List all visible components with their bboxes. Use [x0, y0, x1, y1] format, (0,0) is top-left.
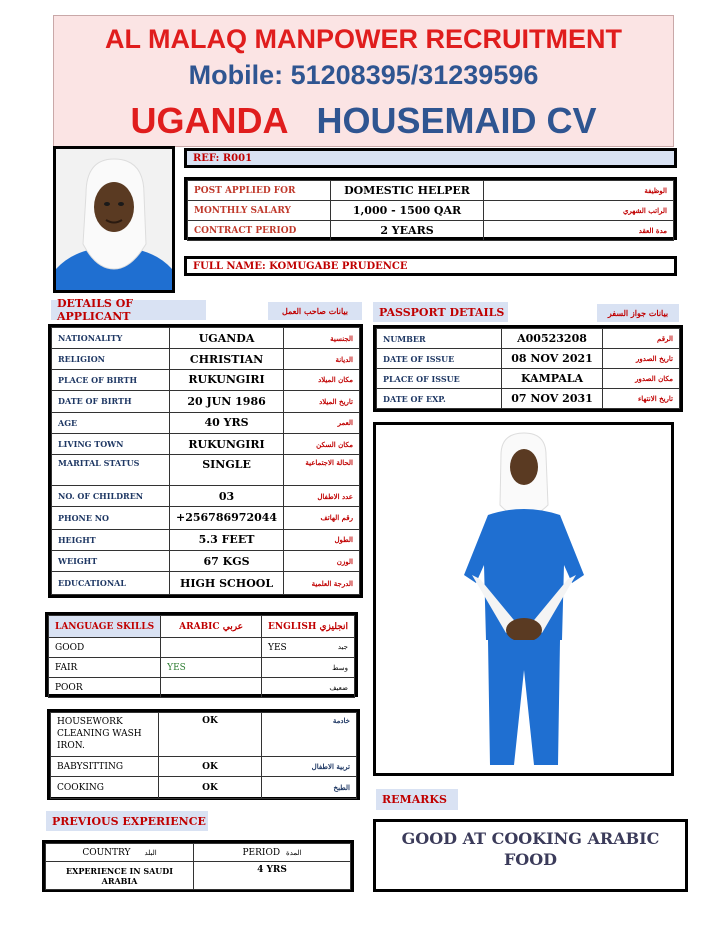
remarks-section-title: REMARKS	[376, 789, 458, 810]
job-label-ar: مدة العقد	[484, 221, 674, 241]
applicant-label-ar: رقم الهاتف	[284, 507, 360, 529]
passport-label-ar: تاريخ الانتهاء	[603, 389, 680, 409]
applicant-value: 67 KGS	[170, 551, 284, 572]
job-label: MONTHLY SALARY	[188, 201, 331, 221]
ref-bar	[184, 148, 677, 168]
experience-section-title: PREVIOUS EXPERIENCE	[46, 811, 208, 831]
language-row	[49, 678, 355, 698]
skill-value: OK	[159, 757, 262, 777]
applicant-value: RUKUNGIRI	[170, 433, 284, 454]
applicant-value: 03	[170, 485, 284, 506]
language-level: GOOD	[49, 638, 161, 658]
job-value: DOMESTIC HELPER	[331, 181, 484, 201]
remarks-box	[373, 819, 688, 892]
applicant-label: EDUCATIONAL	[52, 572, 170, 595]
applicant-label: WEIGHT	[52, 551, 170, 572]
language-col-english: ENGLISH انجليزي	[262, 616, 355, 638]
applicant-row	[52, 507, 360, 529]
applicant-row	[52, 349, 360, 369]
language-col-arabic: ARABIC عربي	[161, 616, 262, 638]
applicant-row	[52, 572, 360, 595]
passport-label: NUMBER	[377, 329, 502, 349]
experience-col-country-label: COUNTRY	[82, 847, 131, 858]
applicant-section-title-ar: بيانات صاحب العمل	[268, 302, 362, 320]
skill-label: COOKING	[51, 777, 159, 799]
full-body-image	[376, 425, 671, 773]
language-skills-title: LANGUAGE SKILLS	[49, 616, 161, 638]
full-name-bar	[184, 256, 677, 276]
language-arabic-value: YES	[161, 658, 262, 678]
applicant-label-ar: عدد الاطفال	[284, 485, 360, 506]
skill-label-ar: خادمة	[262, 713, 357, 757]
experience-col-period-label: PERIOD	[242, 847, 281, 858]
language-row	[49, 638, 355, 658]
applicant-section-title: DETAILS OF APPLICANT	[51, 300, 206, 320]
applicant-value: 40 YRS	[170, 412, 284, 433]
applicant-value: RUKUNGIRI	[170, 369, 284, 390]
header-banner	[53, 15, 674, 147]
applicant-label-ar: الطول	[284, 529, 360, 550]
work-skills-table	[47, 709, 360, 800]
remarks-text: GOOD AT COOKING ARABIC FOOD	[401, 829, 660, 869]
applicant-label: DATE OF BIRTH	[52, 391, 170, 412]
applicant-value: SINGLE	[170, 455, 284, 486]
ref-number: REF: R001	[193, 152, 253, 164]
passport-details-table	[373, 325, 683, 412]
job-details-table	[184, 177, 677, 240]
passport-value: KAMPALA	[502, 369, 603, 389]
skill-label: BABYSITTING	[51, 757, 159, 777]
experience-col-period-ar: المدة	[286, 848, 302, 857]
applicant-label: HEIGHT	[52, 529, 170, 550]
skill-row	[51, 777, 357, 799]
language-header-row	[49, 616, 355, 638]
applicant-label-ar: الديانة	[284, 349, 360, 369]
portrait-image	[56, 149, 172, 290]
job-value: 1,000 - 1500 QAR	[331, 201, 484, 221]
applicant-value: CHRISTIAN	[170, 349, 284, 369]
applicant-row	[52, 455, 360, 486]
applicant-row	[52, 485, 360, 506]
language-level-ar: ضعيف	[329, 683, 348, 692]
passport-row	[377, 349, 680, 369]
applicant-label: NATIONALITY	[52, 328, 170, 349]
full-name: FULL NAME: KOMUGABE PRUDENCE	[193, 260, 408, 272]
experience-period: 4 YRS	[194, 862, 351, 890]
skill-row	[51, 713, 357, 757]
agency-mobile: Mobile: 51208395/31239596	[188, 60, 539, 90]
applicant-row	[52, 369, 360, 390]
applicant-label: MARITAL STATUS	[52, 455, 170, 486]
applicant-details-table	[48, 324, 363, 598]
passport-label: DATE OF ISSUE	[377, 349, 502, 369]
applicant-row	[52, 391, 360, 412]
applicant-label: NO. OF CHILDREN	[52, 485, 170, 506]
passport-label-ar: تاريخ الصدور	[603, 349, 680, 369]
applicant-label-ar: الوزن	[284, 551, 360, 572]
language-english-cell	[262, 678, 355, 698]
experience-country: EXPERIENCE IN SAUDI ARABIA	[46, 862, 194, 890]
applicant-row	[52, 551, 360, 572]
language-level: POOR	[49, 678, 161, 698]
applicant-value: 20 JUN 1986	[170, 391, 284, 412]
cv-type-label: HOUSEMAID CV	[316, 100, 597, 141]
job-row	[188, 201, 674, 221]
experience-header-row	[46, 844, 351, 862]
language-english-cell	[262, 658, 355, 678]
portrait-photo	[53, 146, 175, 293]
experience-table	[42, 840, 354, 892]
language-arabic-value	[161, 638, 262, 658]
experience-col-country	[46, 844, 194, 862]
language-skills-table	[45, 612, 358, 697]
job-label: CONTRACT PERIOD	[188, 221, 331, 241]
applicant-label-ar: العمر	[284, 412, 360, 433]
full-body-photo	[373, 422, 674, 776]
agency-title: AL MALAQ MANPOWER RECRUITMENT	[105, 24, 622, 54]
language-level: FAIR	[49, 658, 161, 678]
applicant-label-ar: مكان السكن	[284, 433, 360, 454]
passport-value: 07 NOV 2031	[502, 389, 603, 409]
passport-row	[377, 389, 680, 409]
applicant-label-ar: تاريخ الميلاد	[284, 391, 360, 412]
experience-row	[46, 862, 351, 890]
job-label-ar: الوظيفة	[484, 181, 674, 201]
passport-section-title-ar: بيانات جواز السفر	[597, 304, 679, 322]
job-label-ar: الراتب الشهري	[484, 201, 674, 221]
applicant-row	[52, 529, 360, 550]
job-value: 2 YEARS	[331, 221, 484, 241]
language-level-ar: وسط	[332, 663, 348, 672]
skill-value: OK	[159, 713, 262, 757]
passport-row	[377, 329, 680, 349]
applicant-row	[52, 328, 360, 349]
passport-value: A00523208	[502, 329, 603, 349]
applicant-value: +256786972044	[170, 507, 284, 529]
applicant-row	[52, 412, 360, 433]
skill-label-ar: تربية الاطفال	[262, 757, 357, 777]
skill-value: OK	[159, 777, 262, 799]
experience-col-country-ar: البلد	[144, 848, 157, 857]
passport-label-ar: الرقم	[603, 329, 680, 349]
country-label: UGANDA	[130, 100, 289, 141]
passport-label: PLACE OF ISSUE	[377, 369, 502, 389]
job-row	[188, 181, 674, 201]
job-row	[188, 221, 674, 241]
applicant-label: RELIGION	[52, 349, 170, 369]
passport-label: DATE OF EXP.	[377, 389, 502, 409]
language-row	[49, 658, 355, 678]
applicant-label-ar: الحالة الاجتماعية	[284, 455, 360, 486]
applicant-label-ar: مكان الميلاد	[284, 369, 360, 390]
applicant-label: AGE	[52, 412, 170, 433]
language-arabic-value	[161, 678, 262, 698]
applicant-row	[52, 433, 360, 454]
skill-row	[51, 757, 357, 777]
applicant-label-ar: الدرجة العلمية	[284, 572, 360, 595]
skill-label: HOUSEWORK CLEANING WASH IRON.	[51, 713, 159, 757]
applicant-label: LIVING TOWN	[52, 433, 170, 454]
passport-label-ar: مكان الصدور	[603, 369, 680, 389]
applicant-value: 5.3 FEET	[170, 529, 284, 550]
experience-col-period	[194, 844, 351, 862]
passport-value: 08 NOV 2021	[502, 349, 603, 369]
language-english-value: YES	[268, 642, 287, 653]
applicant-value: HIGH SCHOOL	[170, 572, 284, 595]
language-english-cell	[262, 638, 355, 658]
job-label: POST APPLIED FOR	[188, 181, 331, 201]
language-level-ar: جيد	[337, 642, 348, 651]
applicant-label-ar: الجنسية	[284, 328, 360, 349]
applicant-label: PLACE OF BIRTH	[52, 369, 170, 390]
passport-section-title: PASSPORT DETAILS	[373, 302, 508, 322]
skill-label-ar: الطبخ	[262, 777, 357, 799]
applicant-value: UGANDA	[170, 328, 284, 349]
passport-row	[377, 369, 680, 389]
applicant-label: PHONE NO	[52, 507, 170, 529]
cv-title	[54, 100, 673, 142]
